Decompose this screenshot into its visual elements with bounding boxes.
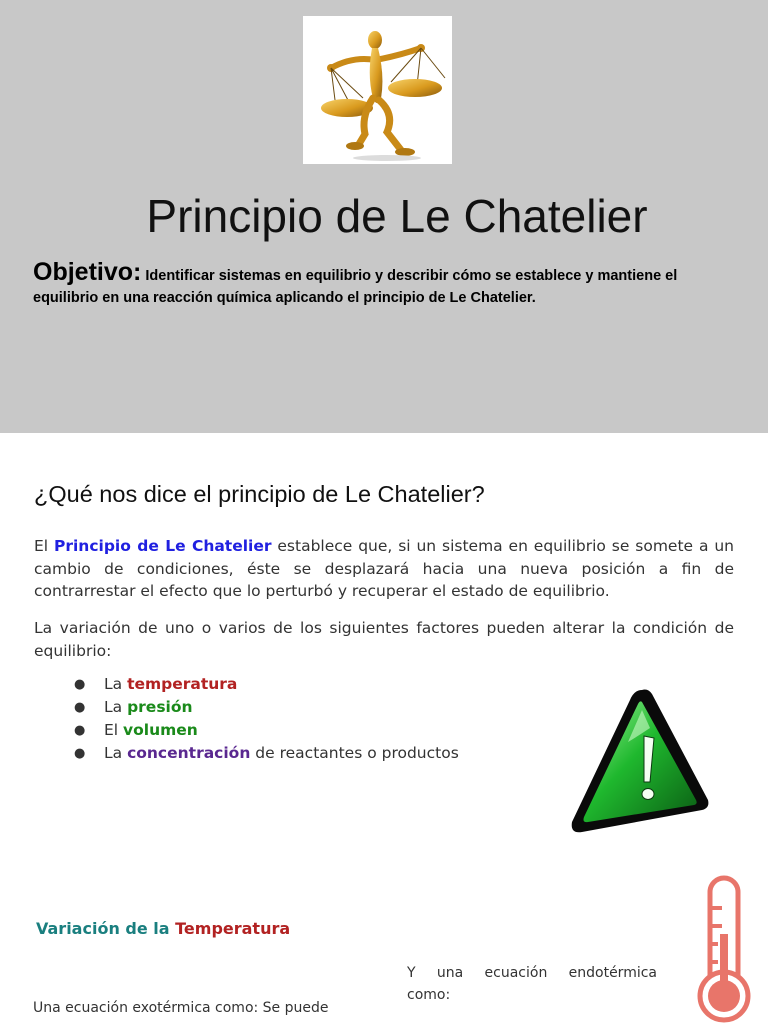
section-heading: ¿Qué nos dice el principio de Le Chatelier? [34, 481, 485, 507]
keyword-temperatura-heading: Temperatura [175, 919, 291, 938]
warning-triangle-icon [568, 688, 710, 834]
factors-list [72, 673, 459, 765]
bullet-icon: ● [74, 746, 86, 761]
keyword-principle: Principio de Le Chatelier [53, 537, 272, 555]
endothermic-text: Y una ecuación endotérmica como: [407, 965, 657, 1003]
paragraph-principle-prefix: El [34, 537, 54, 555]
bullet-icon: ● [74, 700, 86, 715]
list-item: ● El volumen [72, 719, 459, 742]
objective-text: Identificar sistemas en equilibrio y describir cómo se establece y mantiene el equilibrio en una reacción química aplicando el principio de Le Chatelier. [33, 268, 678, 306]
paragraph-factors-intro: La variación de uno o varios de los siguientes factores pueden alterar la condición de equilibrio: [34, 619, 734, 660]
keyword-temperatura: temperatura [127, 675, 238, 693]
keyword-presion: presión [127, 698, 193, 716]
exothermic-text: Una ecuación exotérmica como: Se puede [33, 1000, 329, 1016]
objective-block [33, 256, 743, 309]
list-item: ● La temperatura [72, 673, 459, 696]
keyword-volumen: volumen [123, 721, 198, 739]
keyword-concentracion: concentración [127, 744, 251, 762]
temperature-heading: Variación de la Temperatura [36, 919, 291, 938]
logo-image [303, 16, 452, 164]
thermometer-icon [696, 874, 758, 1024]
list-item: ● La concentración de reactantes o productos [72, 742, 459, 765]
bullet-icon: ● [74, 723, 86, 738]
page-title: Principio de Le Chatelier [146, 190, 648, 242]
objective-label: Objetivo: [33, 258, 142, 286]
paragraph-principle [34, 535, 734, 603]
bullet-icon: ● [74, 677, 86, 692]
list-item: ● La presión [72, 696, 459, 719]
hero-banner [0, 0, 768, 433]
balance-scale-figure-icon [303, 16, 452, 164]
paragraph-principle-rest: establece que, si un sistema en equilibrio se somete a un cambio de condiciones, éste se desplazará hacia una nueva posición a fin de contrarrestar el efecto que lo perturbó y recuperar el estado de equilibrio. [34, 537, 734, 600]
